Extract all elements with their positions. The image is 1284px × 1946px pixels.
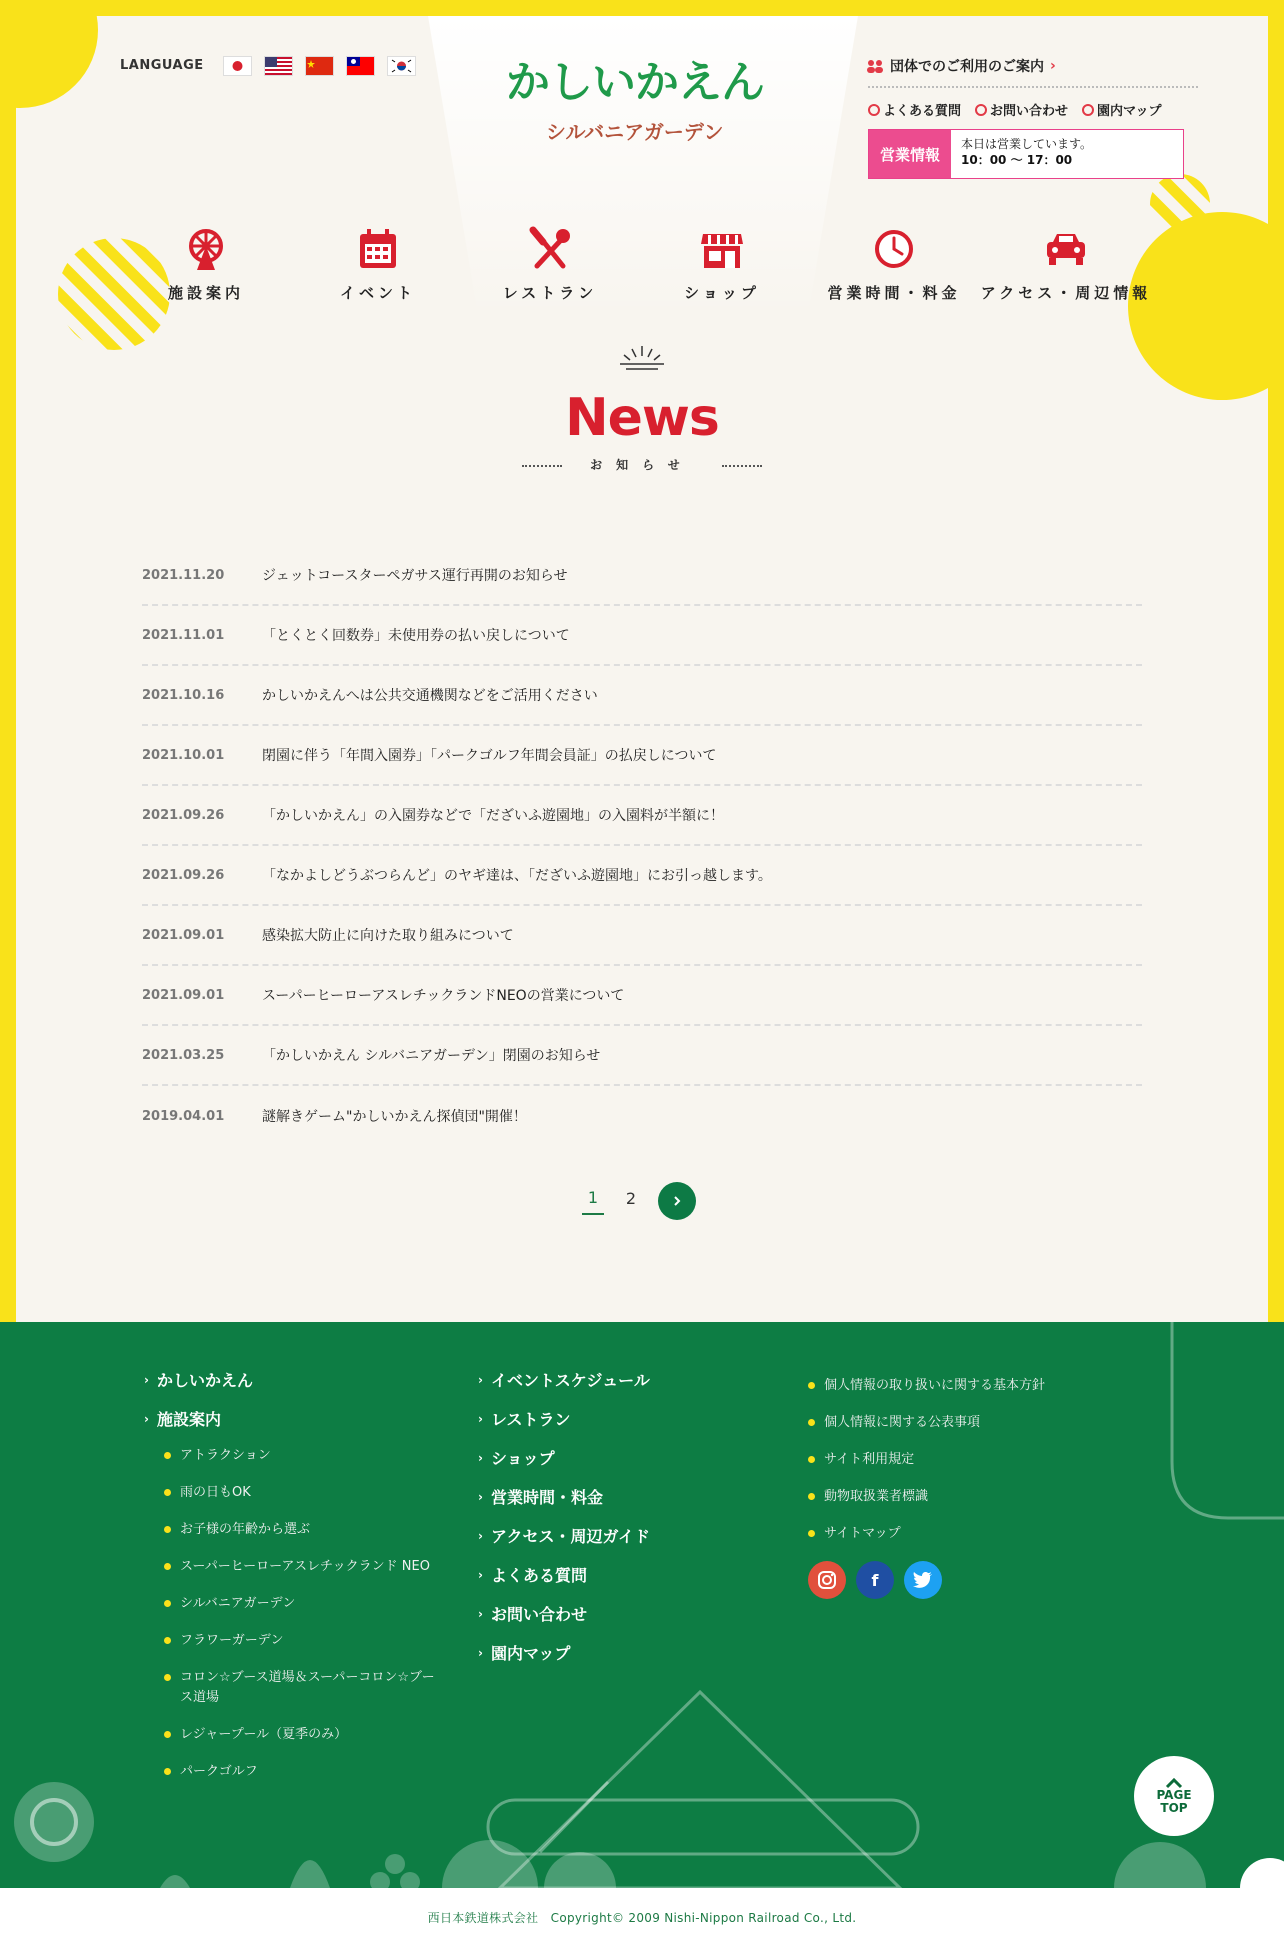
footer-link-label: お問い合わせ [490, 1605, 587, 1624]
chevron-right-icon: › [478, 1645, 483, 1660]
news-date: 2021.10.01 [142, 747, 225, 763]
language-flags [224, 57, 415, 75]
nav-hours-fees[interactable] [824, 226, 964, 303]
instagram-icon[interactable] [808, 1561, 846, 1599]
news-item[interactable] [142, 846, 1142, 906]
corner-circle-decoration [16, 16, 100, 110]
dotted-divider [522, 465, 562, 467]
page-2[interactable]: 2 [625, 1188, 637, 1208]
footer-sublink[interactable]: シルバニアガーデン [164, 1594, 440, 1614]
news-item[interactable] [142, 966, 1142, 1026]
footer-link-shop[interactable] [478, 1446, 650, 1469]
nav-restaurant-label: レストラン [502, 284, 598, 302]
footer-policy-link[interactable]: 動物取扱業者標識 [808, 1487, 1045, 1507]
news-date: 2021.09.01 [142, 927, 225, 943]
page-1[interactable]: 1 [582, 1188, 604, 1215]
footer-policy-link[interactable]: サイト利用規定 [808, 1450, 1045, 1470]
chevron-right-icon: › [478, 1489, 483, 1504]
china-flag-icon[interactable] [306, 57, 333, 75]
car-icon [1043, 226, 1089, 272]
news-headline[interactable]: 「とくとく回数券」未使用券の払い戻しについて [262, 628, 570, 644]
footer-link-facilities[interactable] [144, 1407, 440, 1430]
news-headline[interactable]: 「なかよしどうぶつらんど」のヤギ達は、「だざいふ遊園地」にお引っ越します。 [262, 868, 772, 884]
footer-sublink[interactable]: アトラクション [164, 1446, 440, 1466]
park-map-link-label: 園内マップ [1097, 104, 1162, 119]
news-headline[interactable]: 閉園に伴う「年間入園券」「パークゴルフ年間会員証」の払戻しについて [262, 748, 717, 764]
calendar-icon [355, 226, 401, 272]
facebook-icon[interactable]: f [856, 1561, 894, 1599]
footer-link-restaurant[interactable] [478, 1407, 650, 1430]
news-headline[interactable]: 「かしいかえん」の入園券などで「だざいふ遊園地」の入園料が半額に！ [262, 808, 724, 824]
faq-link[interactable] [868, 100, 961, 119]
nav-access-label: アクセス・周辺情報 [980, 284, 1152, 302]
footer-link-event-schedule[interactable] [478, 1368, 650, 1391]
chevron-right-icon: › [478, 1606, 483, 1621]
nav-shop-label: ショップ [684, 284, 760, 302]
copyright: 西日本鉄道株式会社 Copyright© 2009 Nishi-Nippon Railroad Co., Ltd. [0, 1888, 1284, 1946]
news-headline[interactable]: 感染拡大防止に向けた取り組みについて [262, 928, 514, 944]
news-title: News [565, 388, 719, 448]
faq-link-label: よくある質問 [883, 104, 962, 119]
footer-sublink[interactable]: レジャープール（夏季のみ） [164, 1725, 440, 1745]
sunrise-icon [616, 344, 668, 372]
news-headline[interactable]: ジェットコースターペガサス運行再開のお知らせ [262, 568, 568, 584]
news-item[interactable] [142, 546, 1142, 606]
news-date: 2019.04.01 [142, 1108, 225, 1124]
social-links [808, 1561, 1045, 1599]
footer-link-label: イベントスケジュール [490, 1371, 650, 1390]
footer-link-hours[interactable] [478, 1485, 650, 1508]
park-map-link[interactable] [1082, 100, 1161, 119]
shop-icon [699, 226, 745, 272]
business-time: 10：00 ～ 17：00 [961, 153, 1073, 167]
footer-policy-link[interactable]: 個人情報に関する公表事項 [808, 1413, 1045, 1433]
pagination [582, 1182, 696, 1220]
footer-link-label: ショップ [490, 1449, 555, 1468]
fork-knife-icon [527, 226, 573, 272]
right-circle-decoration [1122, 212, 1268, 412]
page-top-label-1: PAGE [1156, 1788, 1192, 1802]
footer-sublink[interactable]: フラワーガーデン [164, 1631, 440, 1651]
news-date: 2021.10.16 [142, 687, 225, 703]
footer-link-map[interactable] [478, 1641, 650, 1664]
japan-flag-icon[interactable] [224, 57, 251, 75]
news-date: 2021.09.01 [142, 987, 225, 1003]
news-date: 2021.11.20 [142, 567, 225, 583]
page-top-button[interactable] [1134, 1756, 1214, 1836]
business-hours-label: 営業情報 [869, 130, 951, 178]
clock-icon [871, 226, 917, 272]
group-guide-label: 団体でのご利用のご案内 [890, 59, 1044, 75]
news-subtitle-text: お知らせ [590, 458, 694, 472]
footer-sublink[interactable]: 雨の日もOK [164, 1483, 440, 1503]
contact-link-label: お問い合わせ [990, 104, 1069, 119]
page-top-label-2: TOP [1160, 1801, 1188, 1815]
news-item[interactable] [142, 786, 1142, 846]
news-list [142, 546, 1142, 1146]
footer-link-label: 園内マップ [490, 1644, 571, 1663]
footer-link-label: かしいかえん [156, 1371, 253, 1390]
chevron-right-icon: › [144, 1411, 149, 1426]
circle-bullet-icon [1082, 104, 1094, 116]
footer-link-label: よくある質問 [490, 1566, 587, 1585]
footer-link-label: 営業時間・料金 [490, 1488, 603, 1507]
news-item[interactable] [142, 1086, 1142, 1146]
footer-link-label: アクセス・周辺ガイド [490, 1527, 650, 1546]
next-page-button[interactable] [658, 1182, 696, 1220]
footer-column-1 [144, 1368, 440, 1799]
chevron-right-icon: › [478, 1411, 483, 1426]
news-date: 2021.09.26 [142, 867, 225, 883]
main-nav [136, 226, 1152, 303]
nav-events-label: イベント [339, 284, 416, 302]
news-headline[interactable]: 謎解きゲーム"かしいかえん探偵団"開催！ [262, 1109, 527, 1125]
logo-title: かしいかえん [506, 57, 764, 108]
news-item[interactable] [142, 606, 1142, 666]
page-background [16, 16, 1268, 1322]
nav-events[interactable] [308, 226, 448, 303]
chevron-right-icon: › [1050, 58, 1056, 74]
taiwan-flag-icon[interactable] [347, 57, 374, 75]
nav-access[interactable] [980, 226, 1152, 303]
chevron-right-icon: › [478, 1450, 483, 1465]
circle-bullet-icon [975, 104, 987, 116]
footer-sublink[interactable]: コロン☆ブース道場＆スーパーコロン☆ブース道場 [164, 1668, 440, 1708]
footer-column-3 [808, 1376, 1045, 1599]
korea-flag-icon[interactable] [388, 57, 415, 75]
twitter-icon[interactable] [904, 1561, 942, 1599]
chevron-right-icon: › [478, 1372, 483, 1387]
footer-sublink[interactable]: パークゴルフ [164, 1762, 440, 1782]
footer-sublink[interactable]: お子様の年齢から選ぶ [164, 1520, 440, 1540]
chevron-right-icon [670, 1194, 684, 1208]
footer-link-label: レストラン [490, 1410, 571, 1429]
chevron-right-icon: › [478, 1528, 483, 1543]
news-item[interactable] [142, 666, 1142, 726]
news-date: 2021.09.26 [142, 807, 225, 823]
header-top-links [868, 100, 1162, 119]
news-item[interactable] [142, 726, 1142, 786]
language-label: LANGUAGE [120, 58, 204, 73]
nav-shop[interactable] [652, 226, 792, 303]
footer-link-kashiikaen[interactable] [144, 1368, 440, 1391]
news-headline[interactable]: スーパーヒーローアスレチックランドNEOの営業について [262, 988, 625, 1004]
news-headline[interactable]: かしいかえんへは公共交通機関などをご活用ください [262, 688, 598, 704]
news-date: 2021.11.01 [142, 627, 225, 643]
footer-link-faq[interactable] [478, 1563, 650, 1586]
business-hours-box [868, 129, 1184, 179]
footer-column-2 [478, 1368, 650, 1680]
nav-hours-fees-label: 営業時間・料金 [827, 284, 961, 302]
footer-link-label: 施設案内 [156, 1410, 221, 1429]
footer-link-access[interactable] [478, 1524, 650, 1547]
news-headline[interactable]: 「かしいかえん シルバニアガーデン」閉園のお知らせ [262, 1048, 601, 1064]
nav-restaurant[interactable] [480, 226, 620, 303]
ferris-wheel-icon [183, 226, 229, 272]
site-footer [0, 1322, 1284, 1888]
news-subtitle [16, 456, 1268, 473]
dotted-divider [722, 465, 762, 467]
chevron-right-icon: › [144, 1372, 149, 1387]
news-item[interactable] [142, 906, 1142, 966]
circle-bullet-icon [868, 104, 880, 116]
group-people-icon [866, 58, 884, 74]
header-divider [868, 86, 1198, 88]
footer-sublink[interactable]: スーパーヒーローアスレチックランド NEO [164, 1557, 440, 1577]
footer-policy-link[interactable]: 個人情報の取り扱いに関する基本方針 [808, 1376, 1045, 1396]
site-logo[interactable] [506, 46, 786, 156]
business-status: 本日は営業しています。 [961, 137, 1093, 151]
nav-facilities[interactable] [136, 226, 276, 303]
footer-link-contact[interactable] [478, 1602, 650, 1625]
usa-flag-icon[interactable] [265, 57, 292, 75]
nav-facilities-label: 施設案内 [167, 284, 244, 302]
group-guide-link[interactable] [866, 56, 1056, 76]
footer-policy-link[interactable]: サイトマップ [808, 1524, 1045, 1544]
news-item[interactable] [142, 1026, 1142, 1086]
contact-link[interactable] [975, 100, 1068, 119]
chevron-right-icon: › [478, 1567, 483, 1582]
logo-subtitle: シルバニアガーデン [546, 120, 724, 144]
news-date: 2021.03.25 [142, 1047, 225, 1063]
